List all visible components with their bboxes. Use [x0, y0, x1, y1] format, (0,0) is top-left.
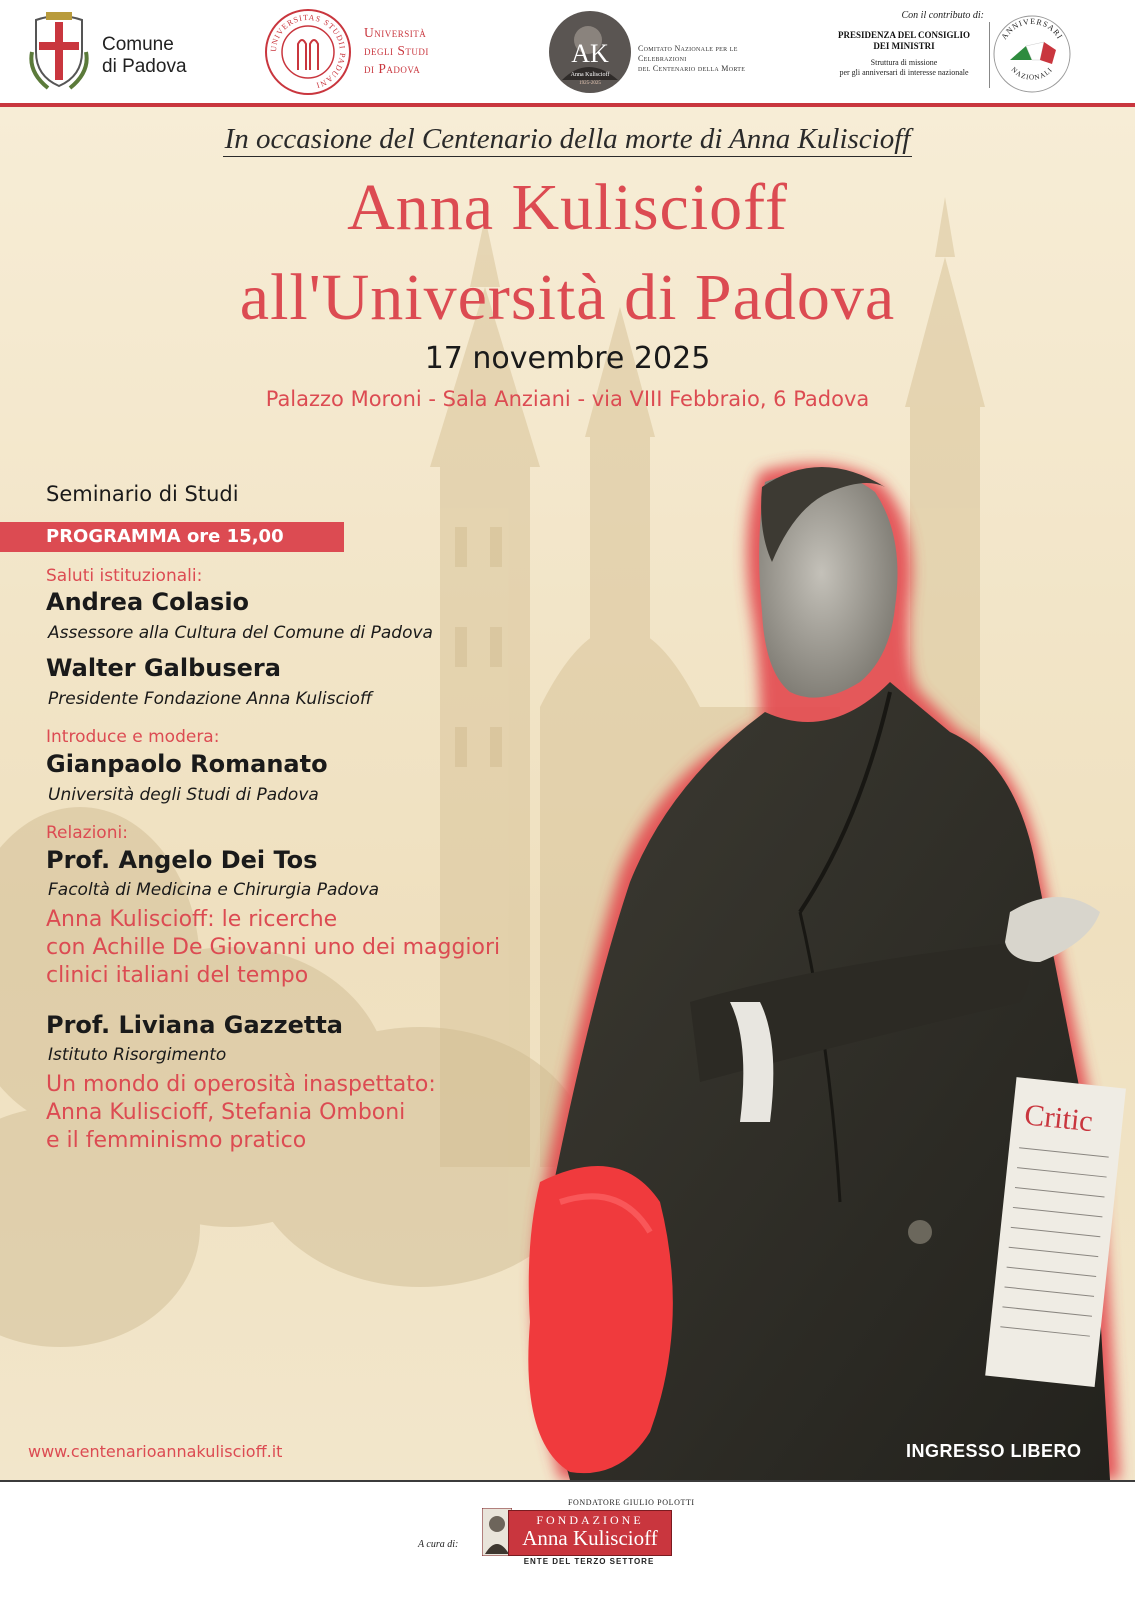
talk-title-gazzetta — [46, 1071, 436, 1155]
struttura-line1: Struttura di missione — [870, 58, 938, 67]
fondazione-name: Anna Kuliscioff — [522, 1526, 658, 1550]
presidenza-consiglio-logo — [838, 8, 1108, 98]
comitato-logo-text: Anna Kuliscioff — [570, 72, 610, 78]
seminario-heading: Seminario di Studi — [46, 482, 239, 506]
university-name-line3: di Padova — [364, 61, 421, 76]
university-name — [364, 24, 429, 78]
speaker-role-romanato: Università degli Studi di Padova — [48, 785, 319, 805]
svg-text:AK: AK — [571, 39, 609, 68]
struttura-missione — [824, 58, 984, 78]
talk1-line1: Anna Kuliscioff: le ricerche — [46, 907, 338, 932]
comitato-logo-years: 1925-2025 — [579, 81, 601, 86]
comitato-nazionale-logo — [548, 10, 788, 94]
speaker-name-galbusera: Walter Galbusera — [46, 654, 281, 682]
occasion-subtitle — [0, 123, 1135, 156]
talk1-line3: clinici italiani del tempo — [46, 963, 309, 988]
university-seal-icon — [264, 8, 352, 96]
speaker-name-colasio: Andrea Colasio — [46, 588, 250, 616]
saluti-label: Saluti istituzionali: — [46, 566, 203, 586]
anniversari-nazionali-badge-icon — [992, 14, 1072, 94]
newspaper-title: Critic — [1022, 1098, 1095, 1139]
badge-bottom-text: NAZIONALI — [1009, 65, 1055, 82]
university-name-line1: Università — [364, 25, 427, 40]
universita-padova-logo — [264, 8, 464, 96]
speaker-role-dei-tos: Facoltà di Medicina e Chirurgia Padova — [48, 880, 380, 900]
event-date: 17 novembre 2025 — [424, 341, 711, 376]
introduce-label: Introduce e modera: — [46, 727, 220, 747]
university-name-line2: degli Studi — [364, 43, 429, 58]
ingresso-libero-label: INGRESSO LIBERO — [906, 1441, 1082, 1461]
talk-title-dei-tos — [46, 906, 500, 990]
comitato-name — [638, 44, 788, 74]
footer-bar — [0, 1480, 1135, 1604]
main-title-line1: Anna Kuliscioff — [347, 171, 788, 244]
fondazione-logo — [508, 1510, 672, 1556]
talk1-line2: con Achille De Giovanni uno dei maggiori — [46, 935, 501, 960]
programma-band — [0, 522, 344, 552]
programma-text: PROGRAMMA ore 15,00 — [46, 526, 284, 547]
relazioni-label: Relazioni: — [46, 823, 128, 843]
ente-terzo-settore: ENTE DEL TERZO SETTORE — [523, 1557, 655, 1566]
poster-main — [0, 107, 1135, 1480]
talk2-line3: e il femminismo pratico — [46, 1128, 307, 1153]
speaker-role-galbusera: Presidente Fondazione Anna Kuliscioff — [48, 689, 373, 709]
badge-top-text: ANNIVERSARI — [999, 16, 1065, 42]
talk2-line2: Anna Kuliscioff, Stefania Omboni — [46, 1100, 406, 1125]
presidenza-divider — [989, 22, 990, 88]
comitato-logo-icon — [548, 10, 632, 94]
speaker-role-gazzetta: Istituto Risorgimento — [48, 1045, 227, 1065]
comune-name-line1: Comune — [102, 34, 174, 55]
struttura-line2: per gli anniversari di interesse nazionale — [839, 68, 969, 77]
anna-kuliscioff-portrait-image — [500, 442, 1135, 1480]
presidenza-name-line2: DEI MINISTRI — [873, 41, 935, 51]
comune-name-line2: di Padova — [102, 56, 187, 77]
speaker-name-gazzetta: Prof. Liviana Gazzetta — [46, 1011, 343, 1039]
header-bar — [0, 0, 1135, 104]
speaker-role-colasio: Assessore alla Cultura del Comune di Padova — [48, 623, 433, 643]
talk2-line1: Un mondo di operosità inaspettato: — [46, 1072, 436, 1097]
comune-crest-icon — [28, 12, 90, 92]
university-seal-text: UNIVERSITAS STUDII PADUANI — [268, 12, 348, 90]
fondazione-word: FONDAZIONE — [536, 1513, 644, 1527]
occasion-text: In occasione del Centenario della morte di Anna Kuliscioff — [224, 123, 911, 155]
footer-rule — [0, 1480, 1135, 1482]
speaker-name-romanato: Gianpaolo Romanato — [46, 750, 328, 778]
speaker-name-dei-tos: Prof. Angelo Dei Tos — [46, 846, 318, 874]
website-link[interactable]: www.centenarioannakuliscioff.it — [28, 1442, 283, 1461]
comitato-name-line2: del Centenario della Morte — [638, 64, 746, 73]
comitato-name-line1: Comitato Nazionale per le Celebrazioni — [638, 44, 738, 63]
presidenza-name-line1: PRESIDENZA DEL CONSIGLIO — [837, 30, 971, 40]
main-title-line2: all'Università di Padova — [239, 261, 896, 334]
a-cura-label: A cura di: — [418, 1539, 459, 1550]
presidenza-name — [824, 30, 984, 52]
comune-di-padova-logo — [28, 12, 218, 92]
comune-name — [102, 34, 187, 78]
event-venue: Palazzo Moroni - Sala Anziani - via VIII Febbraio, 6 Padova — [265, 387, 870, 411]
fondatore-label: FONDATORE GIULIO POLOTTI — [568, 1498, 695, 1507]
contributo-label: Con il contributo di: — [901, 10, 984, 21]
